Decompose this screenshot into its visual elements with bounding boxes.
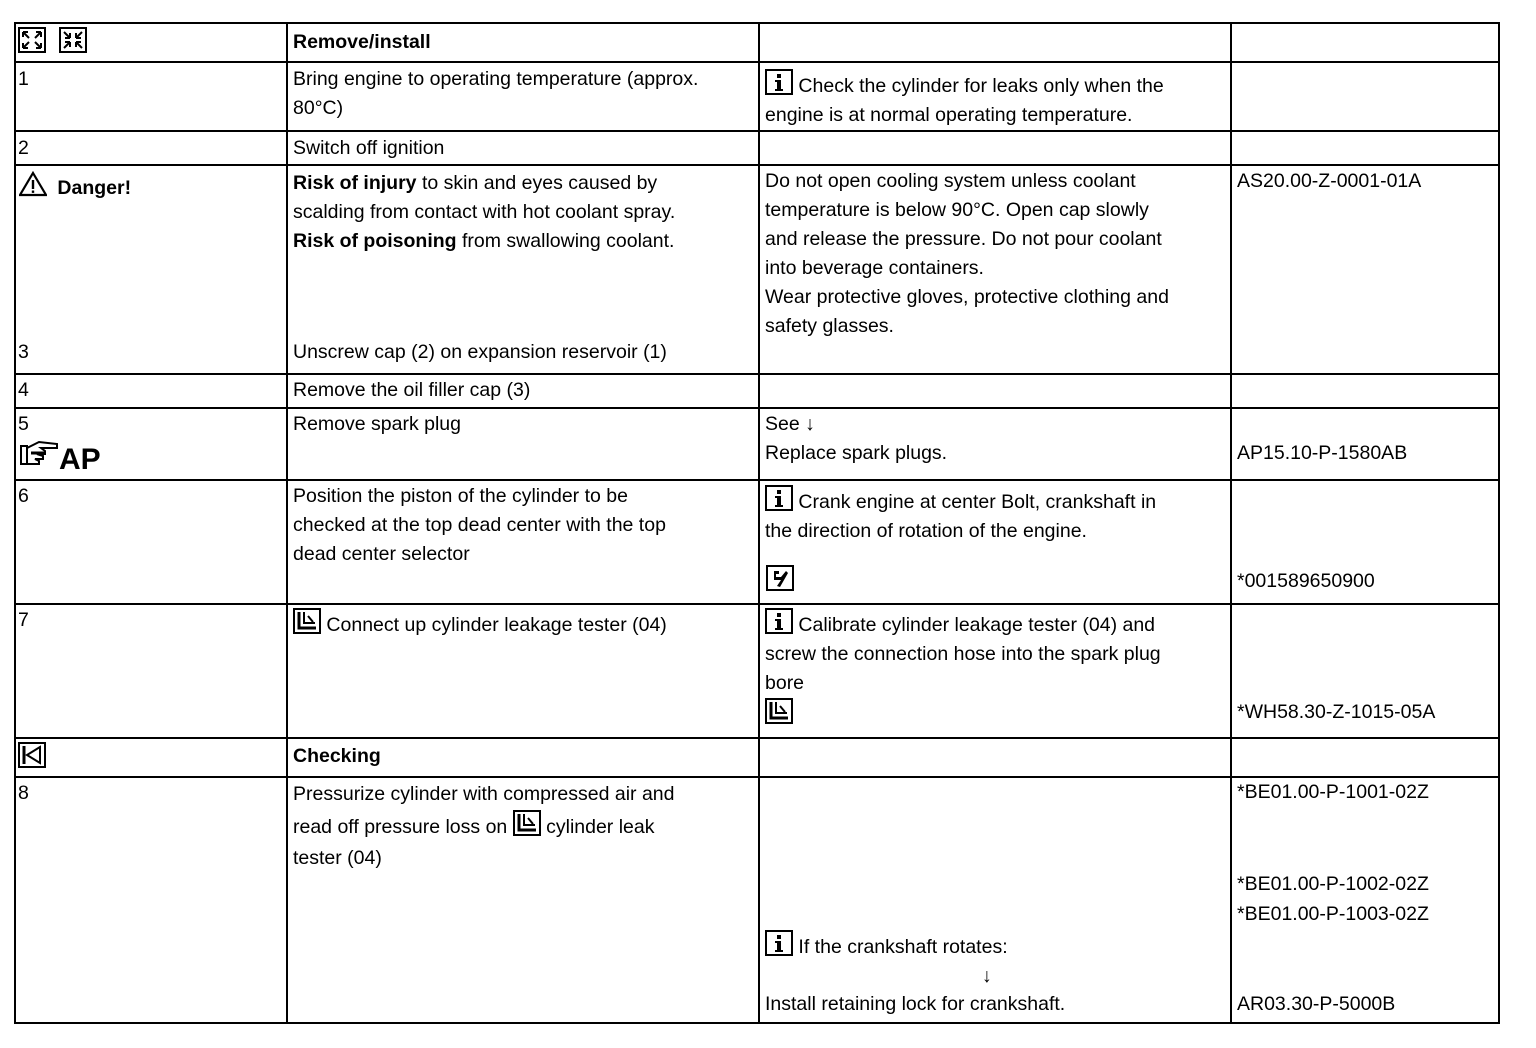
cell-empty — [758, 132, 1230, 164]
cell-symbols — [16, 24, 286, 61]
info-icon — [765, 485, 793, 511]
step-number: 8 — [18, 782, 29, 804]
step-number: 6 — [18, 485, 29, 507]
note-text: Crank engine at center Bolt, crankshaft in the direction of rotation of the engine. — [758, 481, 1230, 603]
cell-empty — [1230, 63, 1498, 130]
danger-cell — [16, 166, 286, 373]
step-text: Connect up cylinder leakage tester (04) — [286, 605, 758, 737]
document-references — [1230, 778, 1498, 1022]
step-text: Bring engine to operating temperature (approx. 80°C) — [286, 63, 758, 130]
remove-icon — [18, 27, 46, 53]
cell-empty — [1230, 375, 1498, 407]
table-row-step-2 — [14, 130, 1500, 166]
table-row-danger — [14, 164, 1500, 375]
step-number: 1 — [18, 68, 29, 90]
table-row-checking — [14, 737, 1500, 778]
pointing-hand-icon — [19, 438, 59, 468]
table-row-step-8 — [14, 776, 1500, 1024]
step-number: 7 — [18, 609, 29, 631]
step-text: Remove spark plug — [286, 409, 758, 479]
step-cell — [16, 409, 286, 479]
table-row-step-4 — [14, 373, 1500, 409]
ap-marker: AP — [19, 438, 101, 474]
step-text: Pressurize cylinder with compressed air and read off pressure loss on cylinder leak tester (04) — [286, 778, 758, 1022]
document-reference[interactable]: AR03.30-P-5000B — [1237, 993, 1396, 1015]
step-text: Switch off ignition — [286, 132, 758, 164]
step-text: Position the piston of the cylinder to be checked at the top dead center with the top dead center selector — [286, 481, 758, 603]
cell-empty — [1230, 739, 1498, 776]
cell-empty — [1230, 132, 1498, 164]
step-number: 2 — [18, 137, 29, 159]
tester-icon — [293, 608, 321, 634]
document-reference[interactable]: AP15.10-P-1580AB — [1230, 409, 1498, 479]
cell-empty — [1230, 24, 1498, 61]
tester-icon — [513, 810, 541, 836]
danger-instructions: Do not open cooling system unless coolant temperature is below 90°C. Open cap slowly and release the pressure. Do not pour coolant into beverage containers. Wear protective gloves, protective clothing and safety glasses. — [758, 166, 1230, 373]
section-title: Checking — [286, 739, 758, 776]
step-number: 3 — [18, 341, 29, 363]
document-reference[interactable]: *BE01.00-P-1002-02Z — [1237, 873, 1429, 895]
document-reference[interactable]: *BE01.00-P-1003-02Z — [1237, 903, 1429, 925]
document-reference[interactable]: *BE01.00-P-1001-02Z — [1237, 781, 1429, 803]
info-icon — [765, 608, 793, 634]
info-icon — [765, 69, 793, 95]
tester-icon — [765, 698, 793, 724]
cell-empty — [758, 739, 1230, 776]
document-reference[interactable]: AS20.00-Z-0001-01A — [1230, 166, 1498, 373]
danger-label: Danger! — [19, 171, 131, 203]
cell-empty — [758, 24, 1230, 61]
step-number: 4 — [18, 379, 29, 401]
step-text: Unscrew cap (2) on expansion reservoir (1) — [293, 341, 667, 363]
checking-icon-cell — [16, 739, 286, 776]
note-text: If the crankshaft rotates: ↓ Install retaining lock for crankshaft. — [758, 778, 1230, 1022]
danger-text: Risk of injury to skin and eyes caused by scalding from contact with hot coolant spray. Risk of poisoning from swallowing coolant. Unscrew cap (2) on expansion reservoir (1) — [286, 166, 758, 373]
table-row-step-6 — [14, 479, 1500, 605]
step-number: 5 — [18, 413, 29, 435]
table-row-header — [14, 22, 1500, 63]
special-tool-icon — [766, 565, 794, 591]
step-text: Remove the oil filler cap (3) — [286, 375, 758, 407]
section-title: Remove/install — [286, 24, 758, 61]
table-row-step-7 — [14, 603, 1500, 739]
checking-icon — [18, 742, 46, 768]
install-icon — [59, 27, 87, 53]
note-text: Check the cylinder for leaks only when the engine is at normal operating temperature. — [758, 63, 1230, 130]
arrow-down-icon: ↓ — [982, 965, 992, 987]
cell-empty — [758, 375, 1230, 407]
table-row-step-5 — [14, 407, 1500, 481]
tool-reference[interactable]: *WH58.30-Z-1015-05A — [1230, 605, 1498, 737]
note-text: See ↓ Replace spark plugs. — [758, 409, 1230, 479]
tool-reference[interactable]: *001589650900 — [1230, 481, 1498, 603]
table-row-step-1 — [14, 61, 1500, 132]
info-icon — [765, 930, 793, 956]
note-text: Calibrate cylinder leakage tester (04) and screw the connection hose into the spark plug bore — [758, 605, 1230, 737]
warning-triangle-icon — [19, 171, 47, 197]
